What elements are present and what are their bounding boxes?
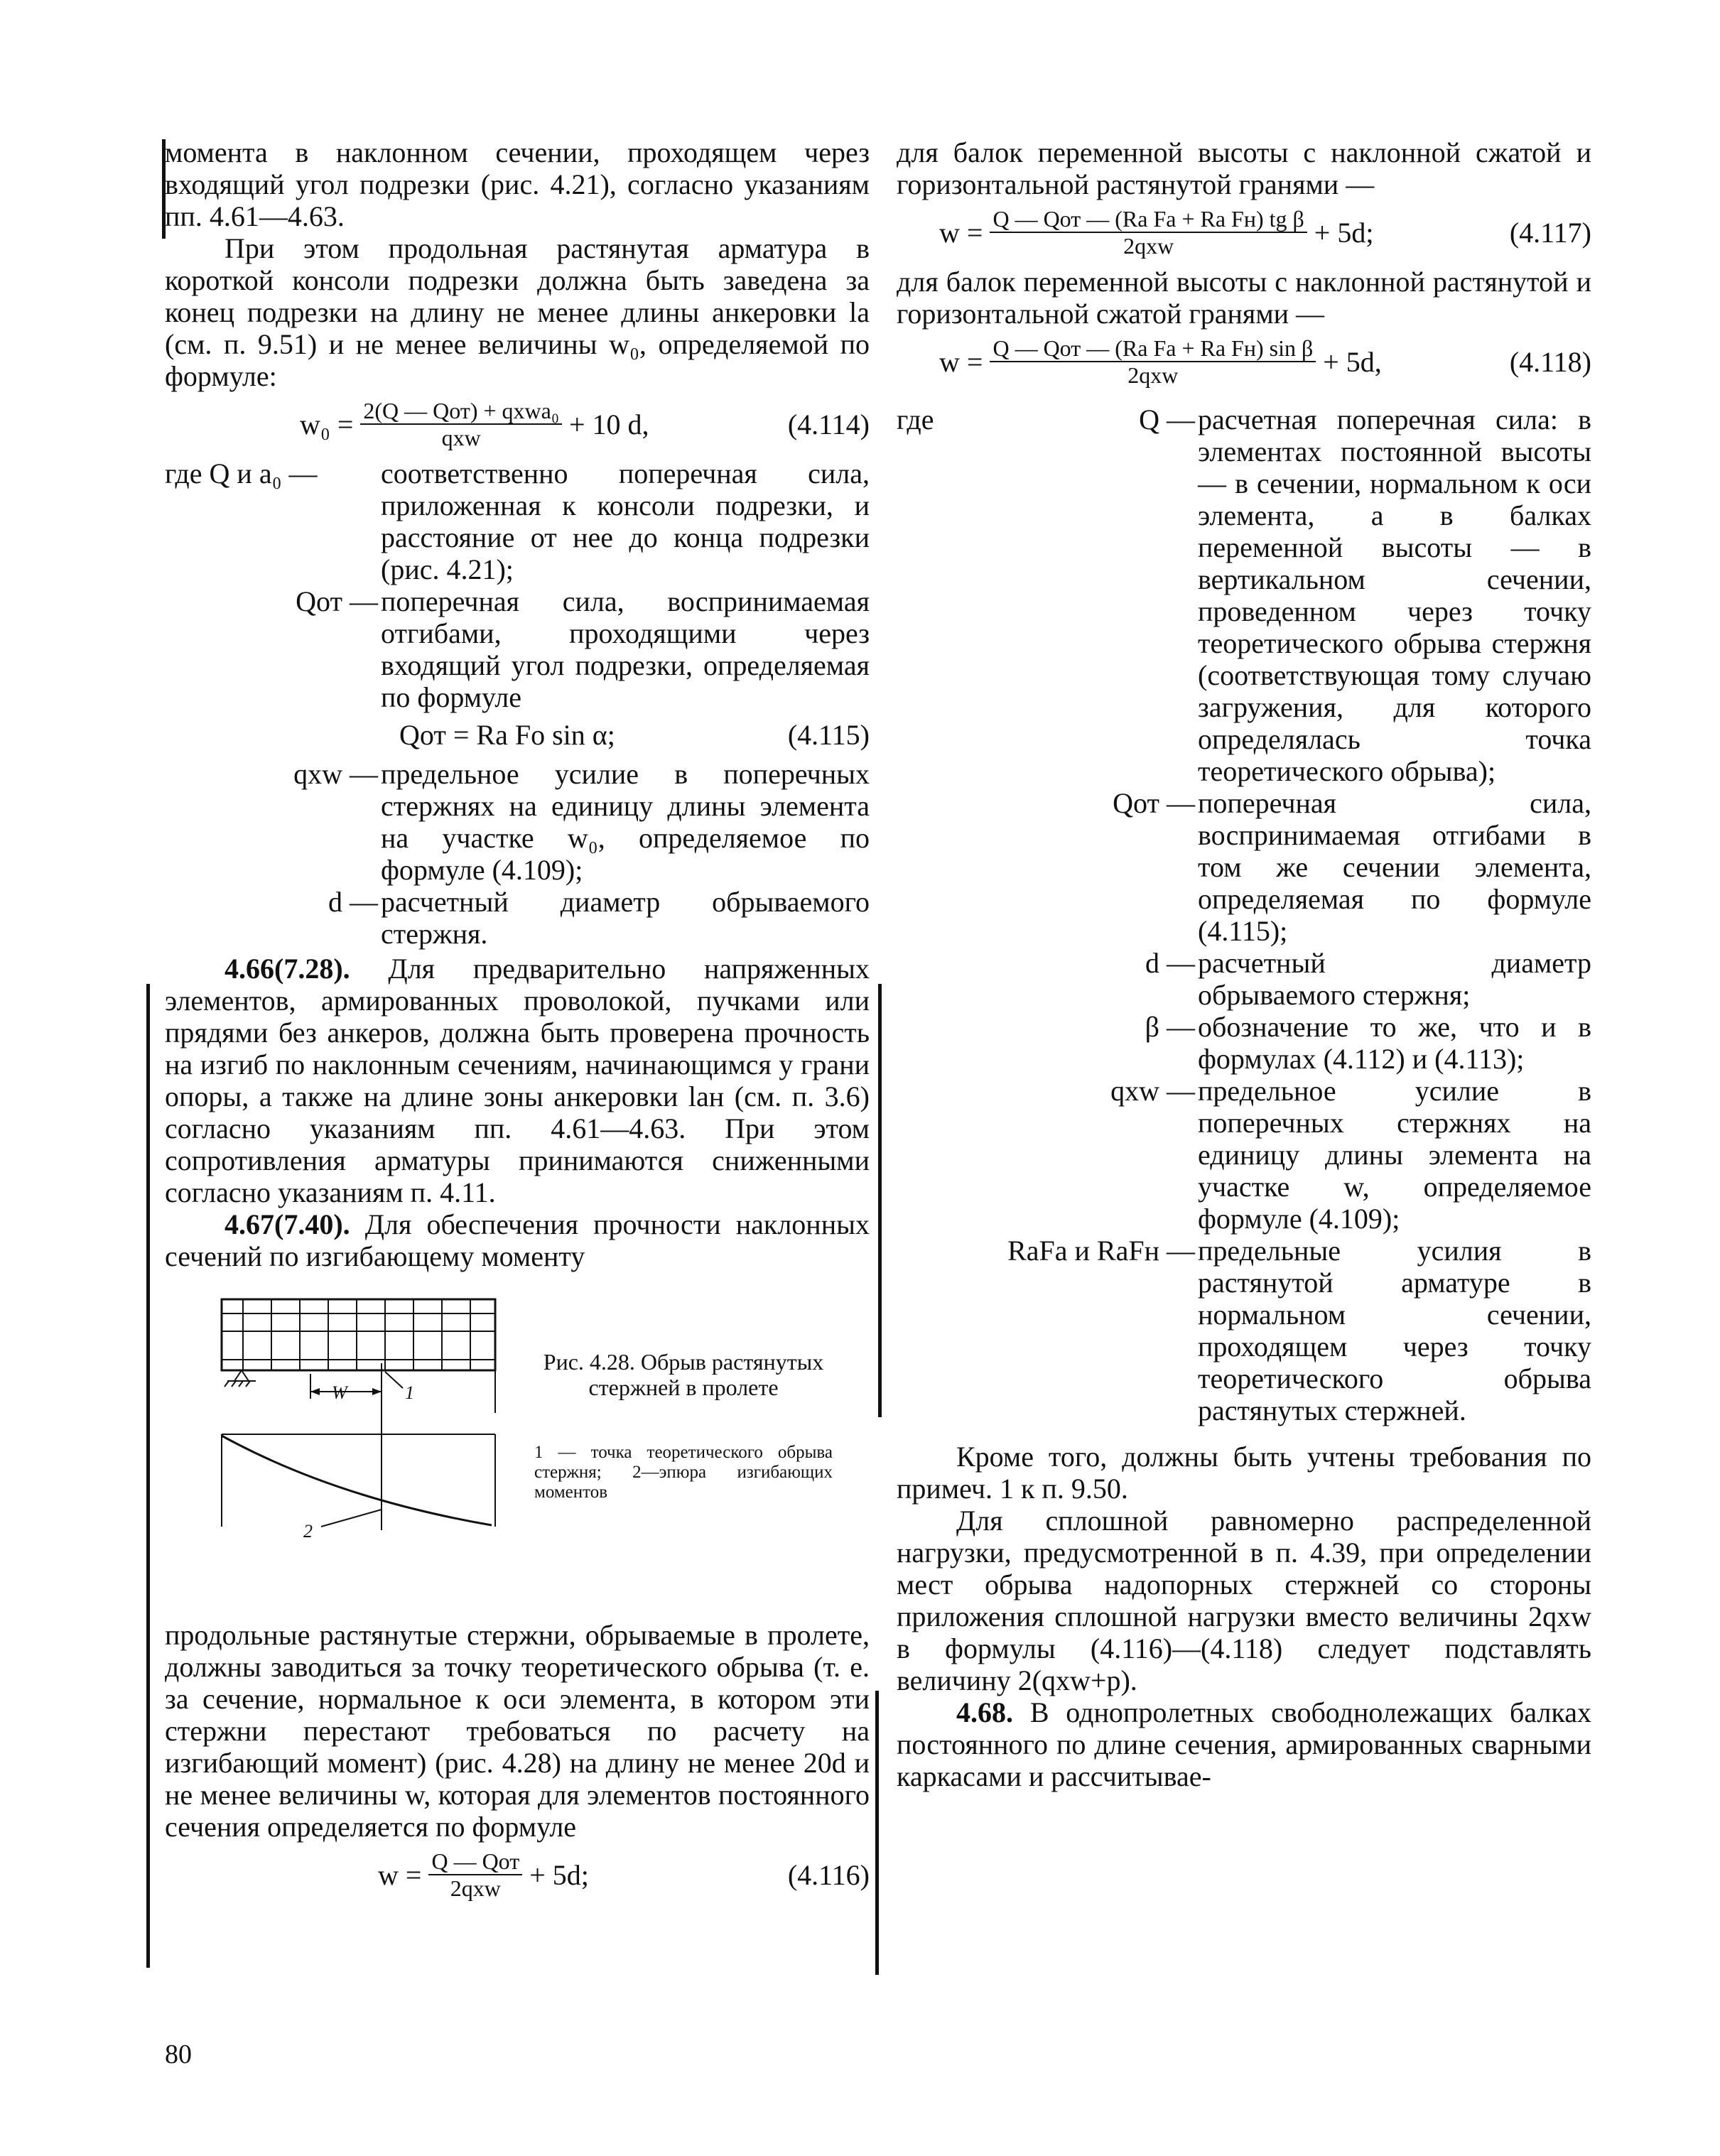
equation-number: (4.118) (1509, 345, 1591, 378)
denominator: 2qхw (450, 1875, 501, 1901)
paragraph: При этом продольная растянутая арматура в короткой консоли подрезки должна быть заведена за конец подрезки на длину не менее длины анкеровки lа (см. п. 9.51) и не менее величины w₀, определяемой по формуле: (165, 232, 870, 392)
definition-text: поперечная сила, воспринимаемая отгибами в том же сечении элемента, определяемая по формуле (4.115); (1198, 787, 1591, 947)
denominator: 2qхw (1123, 233, 1174, 259)
figure-legend: 1 — точка теоретического обрыва стержня; 2—эпюра изгибающих моментов (534, 1443, 833, 1502)
definition-text: поперечная сила, воспринимаемая отгибами, проходящими через входящий угол подрезки, определяемая по формуле (381, 585, 870, 713)
formula-lhs: w = (378, 1858, 422, 1891)
formula-rest: + 10 d, (569, 408, 649, 440)
paragraph: Для сплошной равномерно распределенной нагрузки, предусмотренной в п. 4.39, при определении мест обрыва надопорных стержней со стороны приложения сплошной нагрузки вместо величины 2qхw в формулы (4.116)—(4.118) следует подставлять величину 2(qхw+p). (897, 1505, 1591, 1696)
fraction (990, 206, 1307, 259)
definition-text: соответственно поперечная сила, приложенная к консоли подрезки, и расстояние от нее до конца подрезки (рис. 4.21); (381, 457, 870, 585)
section-text: В однопролетных свободнолежащих балках постоянного по длине сечения, армированных сварными каркасами и рассчитывае- (897, 1696, 1591, 1792)
paragraph: для балок переменной высоты с наклонной растянутой и горизонтальной сжатой гранями — (897, 266, 1591, 330)
definitions-list (165, 457, 870, 713)
definitions-list (897, 403, 1591, 1426)
formula-lhs: w = (939, 216, 983, 249)
fraction (360, 398, 562, 450)
section-4-66 (165, 953, 870, 1208)
formula-4-114 (165, 398, 870, 450)
definition-symbol: qхw — (293, 758, 378, 790)
formula-4-118 (897, 335, 1591, 388)
equation-number: (4.115) (787, 719, 870, 751)
formula-rest: + 5d; (1314, 216, 1374, 249)
formula-rest: + 5d, (1323, 345, 1382, 378)
formula-lhs: w = (939, 345, 983, 378)
where-block (897, 403, 1591, 1426)
moment-curve (222, 1436, 492, 1525)
equation-number: (4.114) (787, 408, 870, 440)
definition-text: расчетный диаметр обрываемого стержня; (1198, 947, 1591, 1011)
section-heading: 4.67(7.40). (225, 1208, 350, 1240)
paragraph: Кроме того, должны быть учтены требования по примеч. 1 к п. 9.50. (897, 1441, 1591, 1505)
definition-text: предельное усилие в поперечных стержнях на единицу длины элемента на участке w₀, определяемое по формуле (4.109); (381, 758, 870, 886)
change-bar-right (875, 1691, 879, 1975)
section-4-68 (897, 1696, 1591, 1792)
support-icon (234, 1370, 249, 1381)
section-4-67 (165, 1208, 870, 1272)
equation-number: (4.117) (1509, 216, 1591, 249)
definition-symbol: d — (1145, 947, 1195, 979)
fraction (990, 335, 1316, 388)
fraction (428, 1848, 522, 1901)
section-heading: 4.68. (956, 1696, 1013, 1728)
formula-rest: + 5d; (529, 1858, 589, 1891)
numerator: Q — Qот — (Rа Fа + Rа Fн) tg β (990, 206, 1307, 233)
definition-symbol: RаFа и RаFн — (1007, 1235, 1195, 1267)
formula-expression: Qот = Rа Fо sin α; (399, 719, 615, 751)
label-1: 1 (405, 1382, 414, 1403)
denominator: 2qхw (1127, 362, 1179, 388)
figure-caption: Рис. 4.28. Обрыв растянутых стержней в пролете (543, 1349, 824, 1400)
definition-text: расчетная поперечная сила: в элементах постоянной высоты — в сечении, нормальном к оси элемента, а в балках переменной высоты — в вертикальном сечении, проведенном через точку теоретического обрыва стержня (соответствующая тому случаю загружения, для которого определялась точка теоретического обрыва); (1198, 403, 1591, 787)
page-number: 80 (165, 2039, 192, 2069)
definition-symbol: Q — (1139, 403, 1195, 435)
formula-4-117 (897, 206, 1591, 259)
definition-symbol: d — (328, 886, 378, 918)
definition-symbol: β — (1145, 1011, 1195, 1043)
definition-text: обозначение то же, что и в формулах (4.112) и (4.113); (1198, 1011, 1591, 1075)
label-2: 2 (303, 1521, 313, 1542)
section-heading: 4.66(7.28). (225, 953, 350, 985)
numerator: 2(Q — Qот) + qхwa₀ (360, 398, 562, 425)
section-text: Для предварительно напряженных элементов, армированных проволокой, пучками или прядями без анкеров, должна быть проверена прочность на изгиб по наклонным сечениям, начинающимся у грани опоры, а также на длине зоны анкеровки lан (см. п. 3.6) согласно указаниям пп. 4.61—4.63. При этом сопротивления арматуры принимаются сниженными согласно указаниям п. 4.11. (165, 953, 870, 1208)
definition-text: предельное усилие в поперечных стержнях на единицу длины элемента на участке w, определяемое формуле (4.109); (1198, 1075, 1591, 1235)
definitions-list (165, 758, 870, 950)
denominator: qхw (441, 425, 481, 450)
section-text: Для обеспечения прочности наклонных сечений по изгибающему моменту (165, 1208, 870, 1272)
equation-number: (4.116) (787, 1858, 870, 1891)
definition-symbol: где Q и a₀ — (165, 457, 318, 489)
definition-text: предельные усилия в растянутой арматуре в нормальном сечении, проходящем через точку теоретического обрыва растянутых стержней. (1198, 1235, 1591, 1426)
definition-symbol: qхw — (1110, 1075, 1195, 1107)
paragraph: для балок переменной высоты с наклонной сжатой и горизонтальной растянутой гранями — (897, 136, 1591, 200)
paragraph: момента в наклонном сечении, проходящем через входящий угол подрезки (рис. 4.21), согласно указаниям пп. 4.61—4.63. (165, 136, 870, 232)
formula-4-115 (165, 719, 870, 751)
beam-diagram (207, 1292, 513, 1576)
formula-4-116 (165, 1848, 870, 1901)
numerator: Q — Qот — (Rа Fа + Rа Fн) sin β (990, 335, 1316, 362)
left-column (165, 136, 870, 1908)
numerator: Q — Qот (428, 1848, 522, 1875)
change-bar-left-bottom (146, 984, 150, 1968)
w-label: W (332, 1382, 347, 1403)
definition-symbol: Qот — (296, 585, 378, 617)
right-column (897, 136, 1591, 1792)
figure-4-28 (165, 1292, 870, 1605)
formula-lhs: w₀ = (300, 408, 354, 440)
paragraph: продольные растянутые стержни, обрываемые в пролете, должны заводиться за точку теоретического обрыва (т. е. за сечение, нормальное к оси элемента, в котором эти стержни перестают требоваться по расчету на изгибающий момент) (рис. 4.28) на длину не менее 20d и не менее величины w, которая для элементов постоянного сечения определяется по формуле (165, 1619, 870, 1843)
definition-text: расчетный диаметр обрываемого стержня. (381, 886, 870, 950)
definition-symbol: Qот — (1113, 787, 1195, 819)
change-bar-middle (878, 984, 882, 1417)
where-label: где (897, 403, 934, 435)
